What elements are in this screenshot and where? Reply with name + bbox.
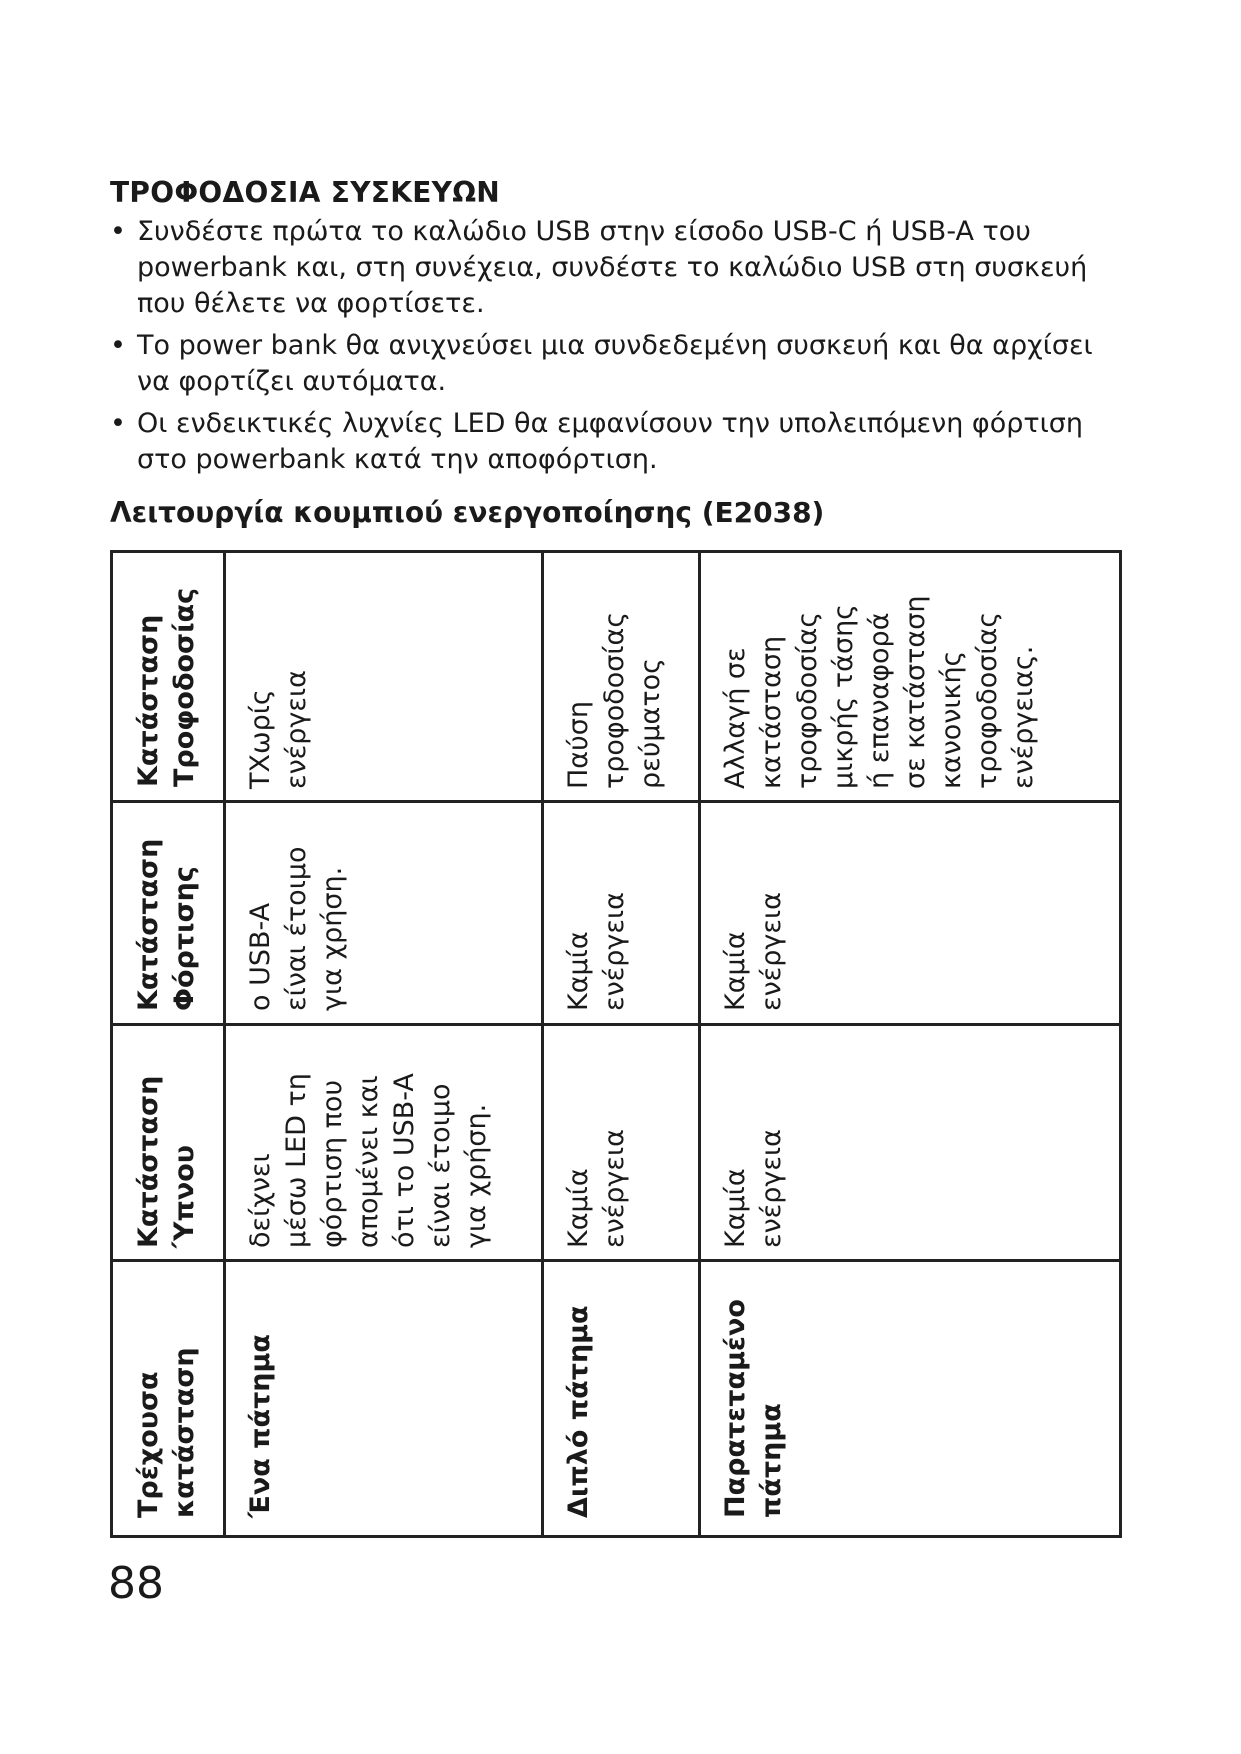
cell-sleep: Καμία ενέργεια — [563, 1129, 630, 1248]
table-divider — [113, 1023, 1119, 1026]
bullet-icon: • — [110, 216, 126, 247]
list-item — [110, 214, 1110, 322]
cell-action: Διπλό πάτημα — [563, 1305, 594, 1518]
list-item — [110, 328, 1110, 400]
bullet-icon: • — [110, 330, 126, 361]
table-divider — [541, 553, 544, 1535]
cell-power: ΤΧωρίς ενέργεια — [245, 670, 312, 789]
table-divider — [113, 1259, 1119, 1262]
section-title: ΤΡΟΦΟΔΟΣΙΑ ΣΥΣΚΕΥΩΝ — [110, 176, 501, 209]
cell-sleep: δείχνει μέσω LED τη φόρτιση που απομένει και ότι το USB-A είναι έτοιμο για χρήση. — [245, 1073, 492, 1248]
bullet-text: Το power bank θα ανιχνεύσει μια συνδεδεμένη συσκευή και θα αρχίσει να φορτίζει αυτόματα. — [137, 330, 1093, 397]
cell-charging: Καμία ενέργεια — [563, 892, 630, 1011]
cell-action: Παρατεταμένο πάτημα — [720, 1299, 787, 1518]
cell-power: Παύση τροφοδοσίας ρεύματος — [563, 611, 666, 789]
bullet-icon: • — [110, 408, 126, 439]
table-title: Λειτουργία κουμπιού ενεργοποίησης (E2038) — [110, 496, 825, 529]
header-charging-state: Κατάσταση Φόρτισης — [133, 838, 200, 1011]
header-power-state: Κατάσταση Τροφοδοσίας — [133, 587, 200, 787]
cell-sleep: Καμία ενέργεια — [720, 1129, 787, 1248]
cell-power: Αλλαγή σε κατάσταση τροφοδοσίας μικρής τάσης ή επαναφορά σε κατάσταση κανονικής τροφοδοσίας ενέργειας. — [720, 595, 1039, 789]
cell-charging: ο USB-A είναι έτοιμο για χρήση. — [245, 846, 348, 1011]
table-divider — [113, 800, 1119, 803]
header-sleep-state: Κατάσταση Ύπνου — [133, 1075, 200, 1248]
power-button-table — [110, 550, 1122, 1538]
header-current-state: Τρέχουσα κατάσταση — [133, 1347, 200, 1518]
instruction-list — [110, 214, 1110, 484]
bullet-text: Συνδέστε πρώτα το καλώδιο USB στην είσοδο USB-C ή USB-A του powerbank και, στη συνέχεια, συνδέστε το καλώδιο USB στη συσκευή που θέλετε να φορτίσετε. — [137, 216, 1088, 319]
bullet-text: Οι ενδεικτικές λυχνίες LED θα εμφανίσουν την υπολειπόμενη φόρτιση στο powerbank κατά την αποφόρτιση. — [137, 408, 1084, 475]
list-item — [110, 406, 1110, 478]
page-number: 88 — [108, 1558, 164, 1609]
cell-action: Ένα πάτημα — [245, 1334, 276, 1518]
cell-charging: Καμία ενέργεια — [720, 892, 787, 1011]
table-divider — [698, 553, 701, 1535]
table-divider — [223, 553, 226, 1535]
